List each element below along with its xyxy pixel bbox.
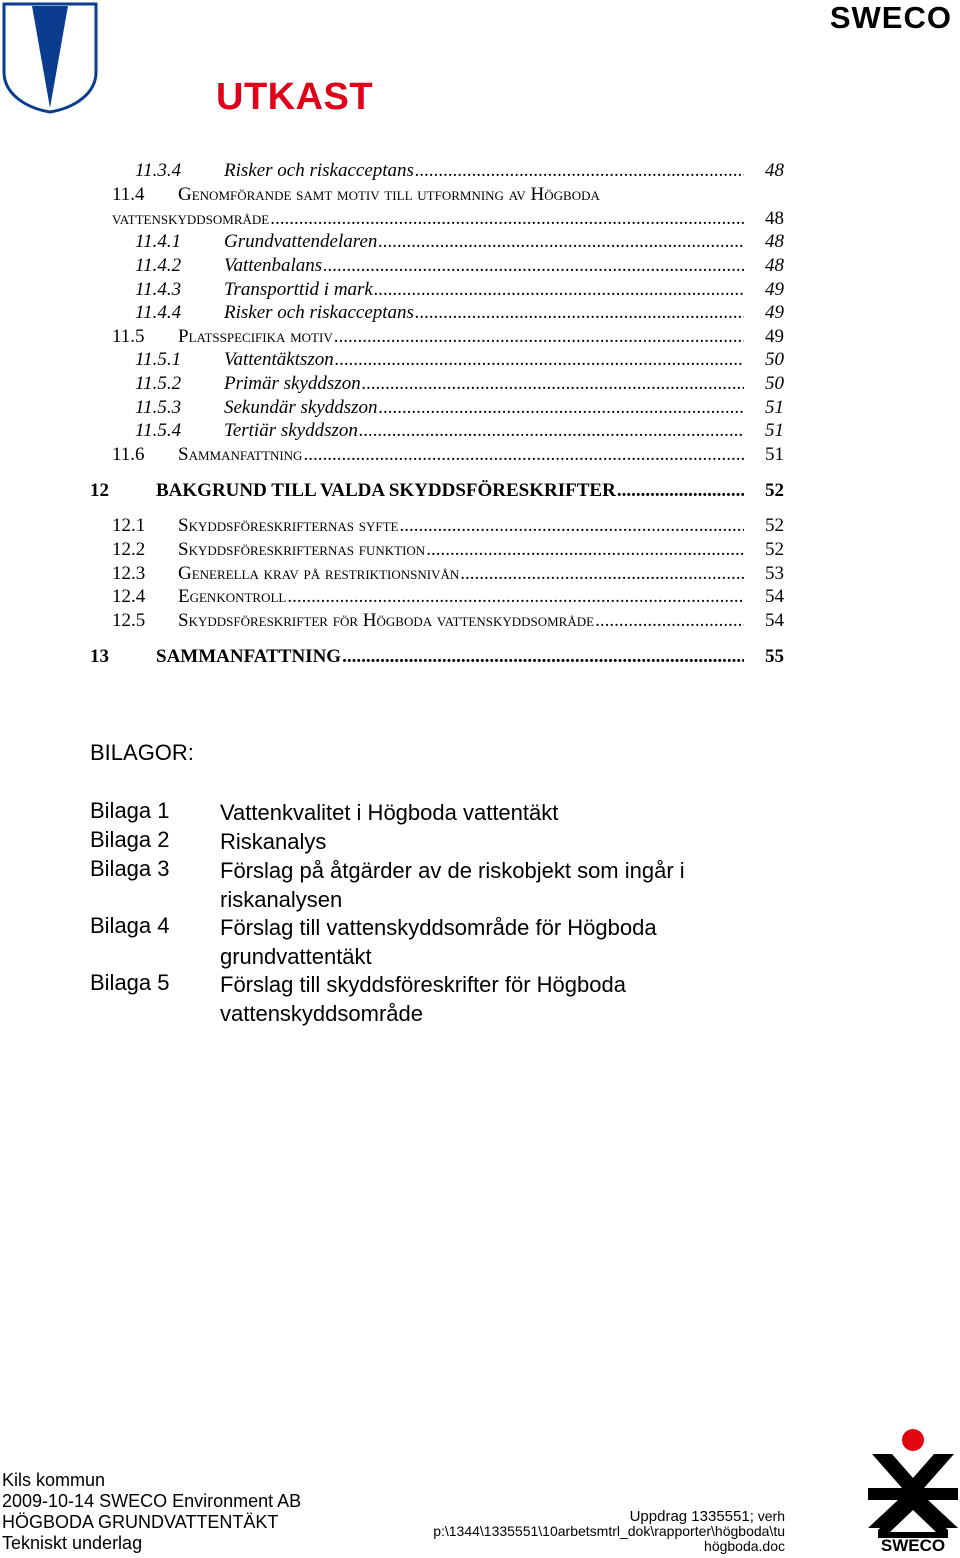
bilagor-heading: BILAGOR: <box>90 740 194 765</box>
toc-entry[interactable] <box>0 184 960 232</box>
toc-entry[interactable] <box>0 373 960 397</box>
toc-entry[interactable] <box>0 397 960 421</box>
toc-entry-number: 11.3.4 <box>135 160 182 181</box>
toc-entry-page: 50 <box>765 373 784 394</box>
toc-entry-title: Skyddsföreskrifternas funktion ..... <box>178 539 744 561</box>
toc-entry-title: Sammanfattning ..... <box>178 444 744 466</box>
kils-kommun-shield-logo <box>2 2 98 114</box>
bilaga-text: Förslag till vattenskyddsområde för Högboda grundvattentäkt <box>220 915 657 969</box>
toc-entry-number: 11.5.4 <box>135 420 182 441</box>
footer-assignment: Uppdrag 1335551; <box>629 1508 754 1525</box>
footer-right <box>433 1509 785 1554</box>
toc-entry-number: 11.6 <box>112 444 145 465</box>
toc-entry[interactable] <box>0 480 960 504</box>
toc-entry-title: Risker och riskacceptans ..... <box>224 302 744 324</box>
toc-entry-title: vattenskyddsområde ..... <box>112 208 744 230</box>
toc-entry-title: Platsspecifika motiv ..... <box>178 326 744 348</box>
toc-entry-title: Tertiär skyddszon ..... <box>224 420 744 442</box>
toc-entry-title: Skyddsföreskrifter för Högboda vattenskyddsområde ..... <box>178 610 744 632</box>
bilaga-label: Bilaga 2 <box>90 827 170 852</box>
toc-entry-title: Skyddsföreskrifternas syfte ..... <box>178 515 744 537</box>
toc-entry[interactable] <box>0 160 960 184</box>
toc-entry-title: Vattentäktszon ..... <box>224 349 744 371</box>
toc-entry-page: 54 <box>765 610 784 631</box>
bilaga-text: Vattenkvalitet i Högboda vattentäkt <box>220 800 559 825</box>
bilaga-label: Bilaga 4 <box>90 913 170 938</box>
toc-entry-number: 12.1 <box>112 515 146 536</box>
toc-entry-number: 11.4.4 <box>135 302 182 323</box>
toc-entry-title: Vattenbalans ..... <box>224 255 744 277</box>
toc-entry-page: 52 <box>765 480 784 501</box>
toc-entry-title-line1: Genomförande samt motiv till utformning av Högboda <box>178 184 600 205</box>
bilaga-text: Riskanalys <box>220 829 327 854</box>
toc-entry-page: 52 <box>765 539 784 560</box>
sweco-footer-logo <box>866 1428 960 1554</box>
toc-entry-number: 12.5 <box>112 610 146 631</box>
toc-entry-page: 51 <box>765 420 784 441</box>
toc-entry-number: 11.4.1 <box>135 231 182 252</box>
toc-entry-page: 51 <box>765 444 784 465</box>
draft-stamp: UTKAST <box>216 76 374 118</box>
toc-entry[interactable] <box>0 231 960 255</box>
toc-entry[interactable] <box>0 279 960 303</box>
footer-left <box>2 1470 301 1554</box>
toc-entry-number: 11.5 <box>112 326 145 347</box>
toc-entry-page: 50 <box>765 349 784 370</box>
toc-entry-number: 11.4.3 <box>135 279 182 300</box>
footer-date-company: 2009-10-14 SWECO Environment AB <box>2 1491 302 1511</box>
toc-entry-number: 11.5.1 <box>135 349 182 370</box>
toc-entry-number: 11.5.3 <box>135 397 182 418</box>
toc-entry-page: 52 <box>765 515 784 536</box>
sweco-logo-text: SWECO <box>880 1536 946 1554</box>
toc-entry-page: 48 <box>765 208 784 229</box>
toc-entry[interactable] <box>0 586 960 610</box>
bilaga-label: Bilaga 5 <box>90 970 170 995</box>
toc-entry-title: Transporttid i mark ..... <box>224 279 744 301</box>
toc-entry-page: 51 <box>765 397 784 418</box>
toc-entry-page: 49 <box>765 279 784 300</box>
toc-entry-title: Sekundär skyddszon ..... <box>224 397 744 419</box>
toc-entry-page: 48 <box>765 231 784 252</box>
toc-entry-number: 12.3 <box>112 563 146 584</box>
footer-assignment-suffix: verh <box>753 1508 785 1524</box>
toc-entry[interactable] <box>0 326 960 350</box>
toc-entry-page: 49 <box>765 302 784 323</box>
toc-entry[interactable] <box>0 610 960 634</box>
toc-entry[interactable] <box>0 563 960 587</box>
toc-entry-page: 48 <box>765 160 784 181</box>
footer-file-name: högboda.doc <box>704 1538 785 1554</box>
sweco-brand-logo: SWECO <box>829 0 952 35</box>
toc-entry-page: 48 <box>765 255 784 276</box>
toc-entry[interactable] <box>0 515 960 539</box>
bilaga-text: Förslag till skyddsföreskrifter för Högboda vattenskyddsområde <box>220 972 626 1026</box>
toc-entry[interactable] <box>0 444 960 468</box>
toc-entry-number: 11.4 <box>112 184 145 205</box>
toc-entry-title: Grundvattendelaren ..... <box>224 231 744 253</box>
toc-entry-number: 11.5.2 <box>135 373 182 394</box>
toc-entry[interactable] <box>0 349 960 373</box>
footer-municipality: Kils kommun <box>2 1470 106 1490</box>
toc-entry-title: Generella krav på restriktionsnivån ..... <box>178 563 744 585</box>
bilaga-label: Bilaga 3 <box>90 856 170 881</box>
footer-file-path: p:\1344\1335551\10arbetsmtrl_dok\rapporter\högboda\tu <box>433 1523 785 1539</box>
toc-entry-title: SAMMANFATTNING ..... <box>156 646 744 668</box>
toc-entry[interactable] <box>0 539 960 563</box>
toc-entry-number: 13 <box>90 646 109 667</box>
toc-entry-page: 53 <box>765 563 784 584</box>
toc-entry-number: 12 <box>90 480 109 501</box>
toc-entry-number: 11.4.2 <box>135 255 182 276</box>
toc-entry-number: 12.2 <box>112 539 146 560</box>
bilaga-text: Förslag på åtgärder av de riskobjekt som ingår i riskanalysen <box>220 858 685 912</box>
toc-entry[interactable] <box>0 420 960 444</box>
sweco-red-dot-icon <box>902 1429 924 1451</box>
toc-entry-title: Risker och riskacceptans ..... <box>224 160 744 182</box>
toc-entry[interactable] <box>0 646 960 670</box>
toc-entry-page: 54 <box>765 586 784 607</box>
footer-project: HÖGBODA GRUNDVATTENTÄKT <box>2 1512 279 1532</box>
footer-doc-type: Tekniskt underlag <box>2 1533 143 1553</box>
toc-entry[interactable] <box>0 302 960 326</box>
toc-entry-page: 55 <box>765 646 784 667</box>
toc-entry-title: BAKGRUND TILL VALDA SKYDDSFÖRESKRIFTER ..... <box>156 480 744 502</box>
bilaga-label: Bilaga 1 <box>90 798 170 823</box>
toc-entry-page: 49 <box>765 326 784 347</box>
toc-entry[interactable] <box>0 255 960 279</box>
toc-entry-title: Primär skyddszon ..... <box>224 373 744 395</box>
toc-entry-title: Egenkontroll ..... <box>178 586 744 608</box>
toc-entry-number: 12.4 <box>112 586 146 607</box>
